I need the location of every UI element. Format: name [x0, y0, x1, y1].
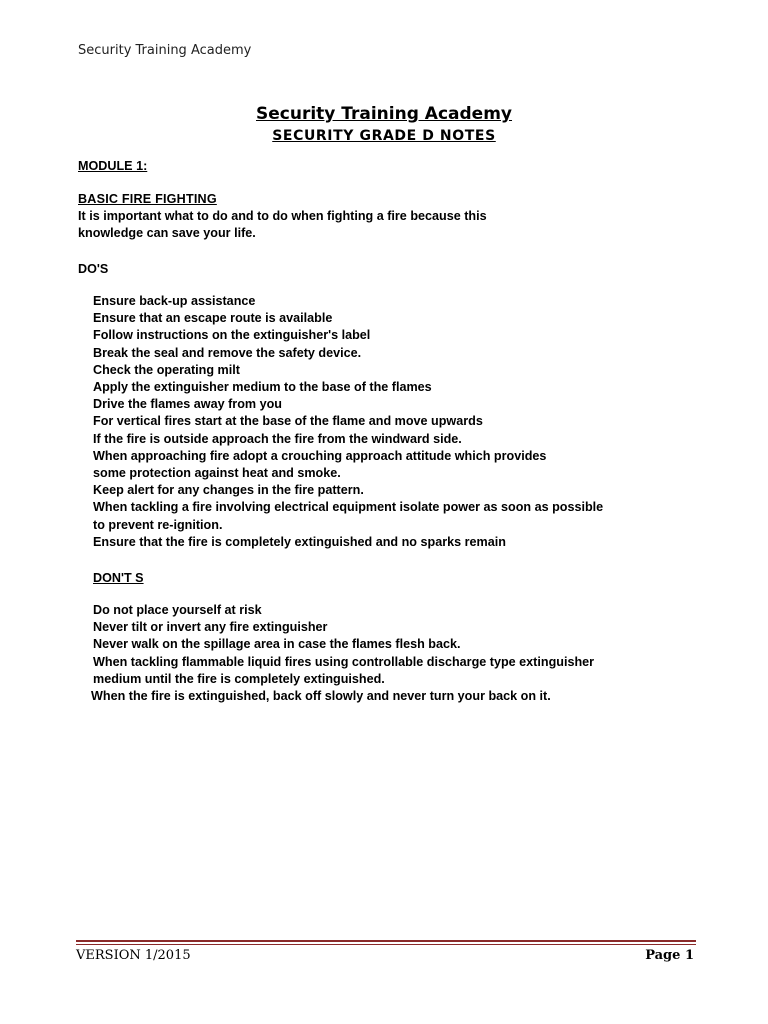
- list-item: Never walk on the spillage area in case the flames flesh back.: [93, 637, 461, 652]
- footer-page-number: Page 1: [645, 948, 694, 963]
- list-item: Drive the flames away from you: [93, 397, 282, 412]
- list-item: Do not place yourself at risk: [93, 603, 262, 617]
- dos-heading: DO'S: [78, 262, 109, 276]
- intro-line: It is important what to do and to do when fighting a fire because this: [78, 209, 487, 223]
- list-item: to prevent re-ignition.: [93, 517, 223, 532]
- list-item: Keep alert for any changes in the fire pattern.: [93, 483, 364, 498]
- intro-line: knowledge can save your life.: [78, 226, 256, 240]
- list-item: When the fire is extinguished, back off slowly and never turn your back on it.: [91, 689, 551, 704]
- list-item: medium until the fire is completely extinguished.: [93, 671, 385, 686]
- dos-list: [93, 293, 733, 551]
- donts-list: [93, 602, 733, 705]
- list-item: Break the seal and remove the safety device.: [93, 345, 362, 360]
- list-item: Ensure that an escape route is available: [93, 311, 333, 326]
- list-item: some protection against heat and smoke.: [93, 466, 341, 481]
- document-title: Security Training Academy: [255, 104, 513, 124]
- list-item: Ensure back-up assistance: [93, 294, 256, 308]
- list-item: When approaching fire adopt a crouching approach attitude which provides: [93, 448, 547, 463]
- running-header: Security Training Academy: [78, 43, 252, 58]
- list-item: When tackling flammable liquid fires using controllable discharge type extinguisher: [93, 654, 595, 669]
- section-title: BASIC FIRE FIGHTING: [78, 192, 217, 206]
- list-item: Ensure that the fire is completely extinguished and no sparks remain: [93, 534, 506, 549]
- document-subtitle: SECURITY GRADE D NOTES: [272, 128, 496, 144]
- footer-version: VERSION 1/2015: [76, 948, 191, 963]
- list-item: When tackling a fire involving electrical equipment isolate power as soon as possible: [93, 500, 604, 515]
- list-item: Never tilt or invert any fire extinguisher: [93, 620, 328, 635]
- module-label: MODULE 1:: [78, 159, 148, 173]
- footer-rule: [76, 940, 696, 942]
- intro-paragraph: [78, 208, 718, 242]
- list-item: Follow instructions on the extinguisher's label: [93, 328, 371, 343]
- donts-heading: DON'T S: [93, 571, 144, 585]
- list-item: If the fire is outside approach the fire from the windward side.: [93, 431, 462, 446]
- list-item: Apply the extinguisher medium to the base of the flames: [93, 380, 432, 395]
- list-item: For vertical fires start at the base of the flame and move upwards: [93, 414, 483, 429]
- footer-rule-thin: [76, 944, 696, 945]
- list-item: Check the operating milt: [93, 362, 240, 377]
